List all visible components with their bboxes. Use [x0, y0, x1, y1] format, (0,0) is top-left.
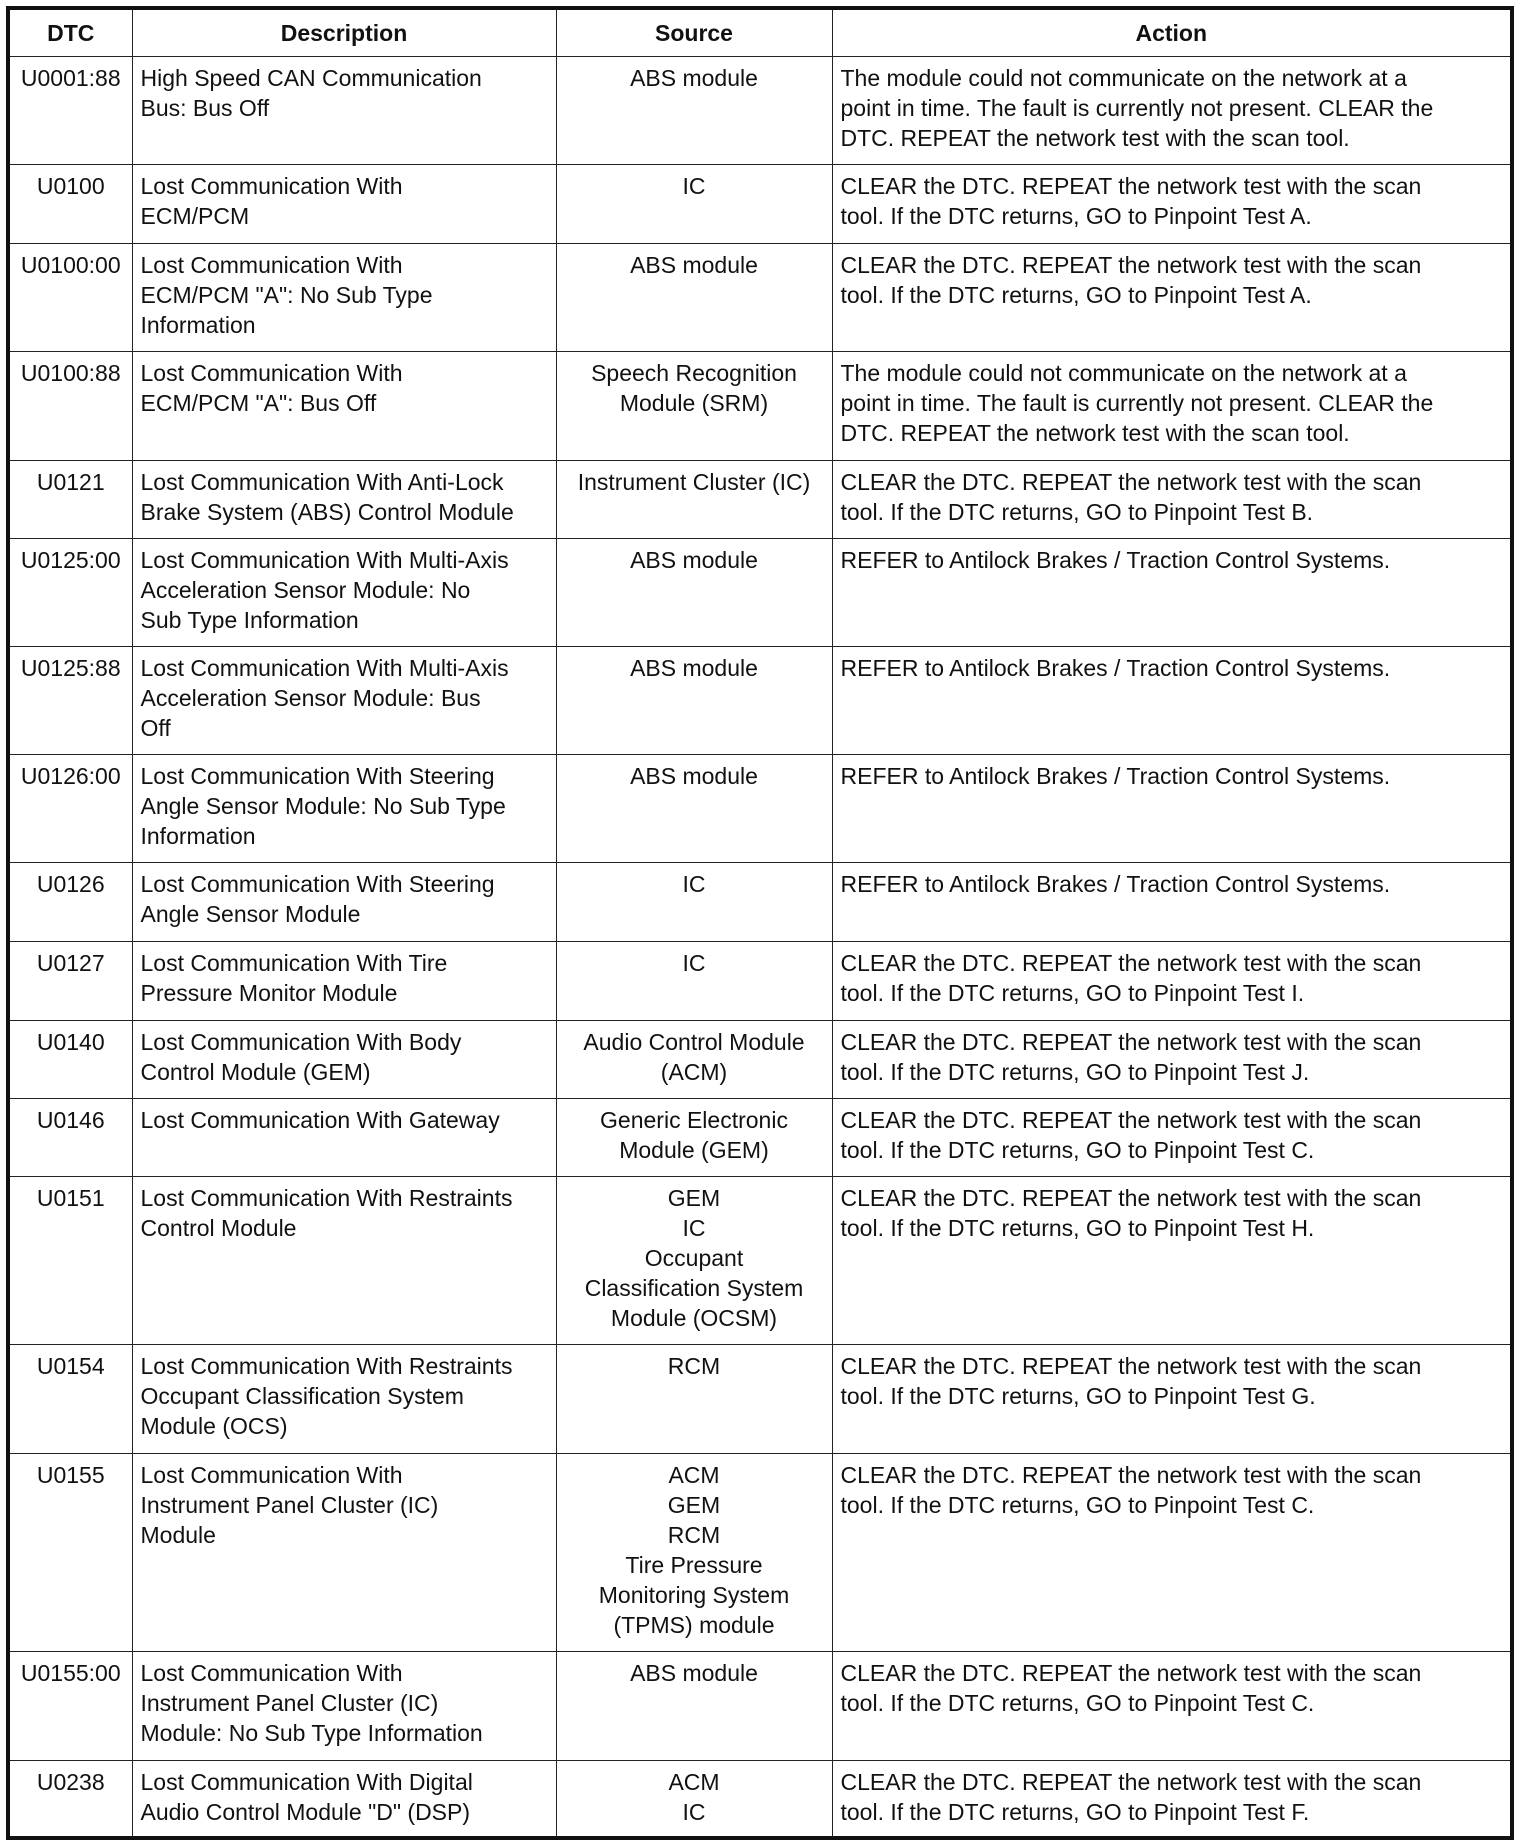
action-cell: CLEAR the DTC. REPEAT the network test with the scan tool. If the DTC returns, GO to Pinpoint Test I. — [832, 942, 1512, 1021]
action-cell: The module could not communicate on the network at a point in time. The fault is currently not present. CLEAR the DTC. REPEAT the network test with the scan tool. — [832, 352, 1512, 461]
table-row — [8, 1454, 1512, 1652]
description-cell: Lost Communication With ECM/PCM — [132, 165, 556, 244]
action-cell: The module could not communicate on the network at a point in time. The fault is currently not present. CLEAR the DTC. REPEAT the network test with the scan tool. — [832, 57, 1512, 165]
action-cell: REFER to Antilock Brakes / Traction Control Systems. — [832, 863, 1512, 942]
table-row — [8, 1021, 1512, 1099]
description-cell: High Speed CAN Communication Bus: Bus Off — [132, 57, 556, 165]
header-description: Description — [132, 8, 556, 57]
source-cell: ABS module — [556, 1652, 832, 1761]
dtc-cell: U0121 — [8, 461, 132, 539]
table-row — [8, 1761, 1512, 1838]
source-cell: ACM IC — [556, 1761, 832, 1838]
dtc-cell: U0155 — [8, 1454, 132, 1652]
action-cell: CLEAR the DTC. REPEAT the network test with the scan tool. If the DTC returns, GO to Pinpoint Test J. — [832, 1021, 1512, 1099]
description-cell: Lost Communication With ECM/PCM "A": No Sub Type Information — [132, 244, 556, 352]
source-cell: GEM IC Occupant Classification System Module (OCSM) — [556, 1177, 832, 1345]
action-cell: REFER to Antilock Brakes / Traction Control Systems. — [832, 539, 1512, 647]
table-row — [8, 461, 1512, 539]
dtc-cell: U0146 — [8, 1099, 132, 1177]
table-row — [8, 1099, 1512, 1177]
description-cell: Lost Communication With Body Control Module (GEM) — [132, 1021, 556, 1099]
action-cell: REFER to Antilock Brakes / Traction Control Systems. — [832, 647, 1512, 755]
source-cell: IC — [556, 942, 832, 1021]
description-cell: Lost Communication With Multi-Axis Acceleration Sensor Module: Bus Off — [132, 647, 556, 755]
table-row — [8, 165, 1512, 244]
dtc-cell: U0151 — [8, 1177, 132, 1345]
action-cell: CLEAR the DTC. REPEAT the network test with the scan tool. If the DTC returns, GO to Pinpoint Test G. — [832, 1345, 1512, 1454]
dtc-table — [6, 6, 1514, 1840]
description-cell: Lost Communication With Steering Angle Sensor Module: No Sub Type Information — [132, 755, 556, 863]
source-cell: Audio Control Module (ACM) — [556, 1021, 832, 1099]
source-cell: IC — [556, 165, 832, 244]
table-row — [8, 57, 1512, 165]
source-cell: ABS module — [556, 647, 832, 755]
description-cell: Lost Communication With Anti-Lock Brake System (ABS) Control Module — [132, 461, 556, 539]
source-cell: ABS module — [556, 755, 832, 863]
header-source: Source — [556, 8, 832, 57]
action-cell: CLEAR the DTC. REPEAT the network test with the scan tool. If the DTC returns, GO to Pinpoint Test C. — [832, 1454, 1512, 1652]
dtc-cell: U0127 — [8, 942, 132, 1021]
source-cell: ABS module — [556, 57, 832, 165]
dtc-cell: U0125:88 — [8, 647, 132, 755]
source-cell: ABS module — [556, 244, 832, 352]
description-cell: Lost Communication With Gateway — [132, 1099, 556, 1177]
description-cell: Lost Communication With Instrument Panel Cluster (IC) Module: No Sub Type Information — [132, 1652, 556, 1761]
action-cell: REFER to Antilock Brakes / Traction Control Systems. — [832, 755, 1512, 863]
action-cell: CLEAR the DTC. REPEAT the network test with the scan tool. If the DTC returns, GO to Pinpoint Test A. — [832, 165, 1512, 244]
table-row — [8, 1177, 1512, 1345]
table-row — [8, 539, 1512, 647]
action-cell: CLEAR the DTC. REPEAT the network test with the scan tool. If the DTC returns, GO to Pinpoint Test A. — [832, 244, 1512, 352]
description-cell: Lost Communication With Digital Audio Control Module "D" (DSP) — [132, 1761, 556, 1838]
dtc-cell: U0126 — [8, 863, 132, 942]
description-cell: Lost Communication With Tire Pressure Monitor Module — [132, 942, 556, 1021]
dtc-cell: U0100:00 — [8, 244, 132, 352]
dtc-cell: U0140 — [8, 1021, 132, 1099]
table-row — [8, 244, 1512, 352]
source-cell: ABS module — [556, 539, 832, 647]
source-cell: ACM GEM RCM Tire Pressure Monitoring System (TPMS) module — [556, 1454, 832, 1652]
action-cell: CLEAR the DTC. REPEAT the network test with the scan tool. If the DTC returns, GO to Pinpoint Test C. — [832, 1652, 1512, 1761]
source-cell: IC — [556, 863, 832, 942]
action-cell: CLEAR the DTC. REPEAT the network test with the scan tool. If the DTC returns, GO to Pinpoint Test B. — [832, 461, 1512, 539]
description-cell: Lost Communication With Multi-Axis Acceleration Sensor Module: No Sub Type Information — [132, 539, 556, 647]
description-cell: Lost Communication With ECM/PCM "A": Bus Off — [132, 352, 556, 461]
table-row — [8, 863, 1512, 942]
table-row — [8, 755, 1512, 863]
dtc-cell: U0100:88 — [8, 352, 132, 461]
dtc-cell: U0238 — [8, 1761, 132, 1838]
source-cell: RCM — [556, 1345, 832, 1454]
description-cell: Lost Communication With Restraints Occupant Classification System Module (OCS) — [132, 1345, 556, 1454]
action-cell: CLEAR the DTC. REPEAT the network test with the scan tool. If the DTC returns, GO to Pinpoint Test F. — [832, 1761, 1512, 1838]
header-row — [8, 8, 1512, 57]
action-cell: CLEAR the DTC. REPEAT the network test with the scan tool. If the DTC returns, GO to Pinpoint Test H. — [832, 1177, 1512, 1345]
dtc-cell: U0001:88 — [8, 57, 132, 165]
table-row — [8, 352, 1512, 461]
description-cell: Lost Communication With Restraints Control Module — [132, 1177, 556, 1345]
dtc-cell: U0125:00 — [8, 539, 132, 647]
dtc-cell: U0100 — [8, 165, 132, 244]
description-cell: Lost Communication With Steering Angle Sensor Module — [132, 863, 556, 942]
source-cell: Speech Recognition Module (SRM) — [556, 352, 832, 461]
action-cell: CLEAR the DTC. REPEAT the network test with the scan tool. If the DTC returns, GO to Pinpoint Test C. — [832, 1099, 1512, 1177]
header-action: Action — [832, 8, 1512, 57]
dtc-cell: U0155:00 — [8, 1652, 132, 1761]
table-row — [8, 647, 1512, 755]
header-dtc: DTC — [8, 8, 132, 57]
dtc-cell: U0126:00 — [8, 755, 132, 863]
table-row — [8, 942, 1512, 1021]
source-cell: Generic Electronic Module (GEM) — [556, 1099, 832, 1177]
description-cell: Lost Communication With Instrument Panel Cluster (IC) Module — [132, 1454, 556, 1652]
table-row — [8, 1652, 1512, 1761]
table-row — [8, 1345, 1512, 1454]
source-cell: Instrument Cluster (IC) — [556, 461, 832, 539]
dtc-cell: U0154 — [8, 1345, 132, 1454]
